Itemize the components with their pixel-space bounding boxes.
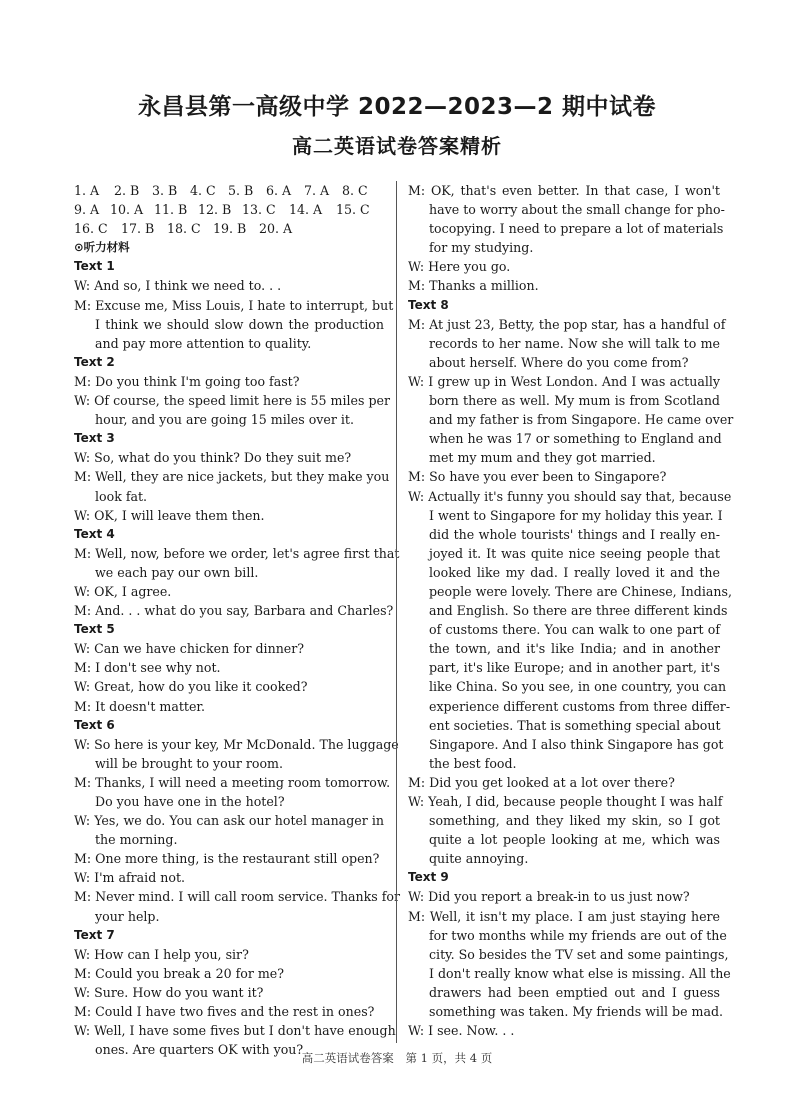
transcript-line: M: Thanks, I will need a meeting room tomorrow. [74,774,391,790]
answer-item: 18. C [167,221,201,237]
answer-item: 2. B [114,183,140,198]
answer-key [74,181,384,238]
transcript-line: looked like my dad. I really loved it and the [429,564,720,580]
footer-doc-name: 高二英语试卷答案 [301,1051,394,1065]
transcript-line: W: Actually it's funny you should say that, because [408,488,732,504]
page-subtitle: 高二英语试卷答案精析 [292,134,502,158]
transcript-line: W: OK, I agree. [74,583,172,599]
transcript-line: W: Great, how do you like it cooked? [74,679,308,695]
transcript-line: M: It doesn't matter. [74,698,206,714]
transcript-line: W: How can I help you, sir? [74,946,249,962]
transcript-line: W: And so, I think we need to. . . [74,278,282,294]
transcript-line: M: Do you think I'm going too fast? [74,373,300,389]
answer-item: 9. A [74,202,100,218]
transcript-line: M: So have you ever been to Singapore? [408,469,667,485]
page-title: 永昌县第一高级中学 2022—2023—2 期中试卷 [137,94,657,120]
footer-page-number: 第 1 页，共 4 页 [405,1051,493,1065]
transcript-line: when he was 17 or something to England and [429,431,722,447]
transcript-line: W: I grew up in West London. And I was actually [408,373,720,389]
transcript-line: W: OK, I will leave them then. [74,507,265,523]
answer-item: 16. C [74,221,108,237]
transcript-line: M: Never mind. I will call room service. Thanks for [74,889,401,905]
transcript-line: W: So, what do you think? Do they suit me? [74,450,352,466]
transcript-line: M: Excuse me, Miss Louis, I hate to interrupt, but [74,297,394,313]
answer-row [74,219,384,238]
transcript-line: M: Did you get looked at a lot over there? [408,774,675,790]
transcript-line: for two months while my friends are out of the [429,927,727,943]
column-divider [396,181,397,1043]
transcript-line: M: I don't see why not. [74,660,221,676]
transcript-line: the morning. [95,832,178,848]
transcript-line: M: Well, it isn't my place. I am just staying here [408,908,720,924]
transcript-line: W: I see. Now. . . [408,1023,515,1039]
transcript-line: W: Sure. How do you want it? [74,984,264,1000]
transcript-line: part, it's like Europe; and in another part, it's [429,660,720,676]
answer-item: 8. C [342,183,368,198]
transcript-line: W: Yeah, I did, because people thought I was half [408,794,723,809]
transcript-line: W: Of course, the speed limit here is 55 miles per [74,393,390,409]
transcript-right [408,181,734,1040]
transcript-line: drawers had been emptied out and I guess [429,984,720,1000]
text-heading: Text 5 [74,622,115,637]
transcript-line: for my studying. [429,240,534,256]
transcript-line: tocopying. I need to prepare a lot of materials [429,221,724,237]
transcript-line: M: Thanks a million. [408,278,539,294]
transcript-line: people were lovely. There are Chinese, Indians, [429,583,732,599]
transcript-line: ent societies. That is something special about [429,717,721,733]
transcript-line: we each pay our own bill. [95,564,259,580]
transcript-line: experience different customs from three differ- [429,698,731,714]
transcript-line: have to worry about the small change for pho- [429,202,725,218]
transcript-line: W: Can we have chicken for dinner? [74,641,305,657]
transcript-line: M: Well, now, before we order, let's agree first that [74,545,400,561]
text-heading: Text 7 [74,927,115,942]
answer-item: 15. C [336,202,370,218]
answer-item: 11. B [154,202,188,218]
transcript-line: something was taken. My friends will be mad. [429,1004,724,1020]
transcript-line: and pay more attention to quality. [95,335,312,351]
transcript-line: W: Yes, we do. You can ask our hotel manager in [74,813,384,829]
transcript-line: M: Well, they are nice jackets, but they make you [74,469,390,485]
answer-item: 4. C [190,183,216,198]
answer-item: 13. C [242,202,276,218]
transcript-line: M: Could you break a 20 for me? [74,965,285,981]
text-heading: Text 8 [408,297,449,312]
transcript-line: the best food. [429,755,517,771]
transcript-line: W: Here you go. [408,259,511,275]
right-column [408,181,734,1040]
transcript-line: quite a lot people looking at me, which was [429,832,720,848]
transcript-line: hour, and you are going 15 miles over it. [95,412,354,428]
transcript-line: W: Did you report a break-in to us just now? [408,889,690,905]
transcript-line: M: At just 23, Betty, the pop star, has a handful of [408,316,726,332]
transcript-line: M: And. . . what do you say, Barbara and Charles? [74,603,394,619]
transcript-left [74,257,401,1059]
transcript-line: M: Could I have two fives and the rest in ones? [74,1004,375,1020]
transcript-line: quite annoying. [429,851,529,867]
answer-item: 19. B [213,221,247,237]
transcript-line: like China. So you see, in one country, you can [429,679,727,695]
page-footer [0,1050,794,1066]
transcript-line: and English. So there are three different kinds [429,603,728,619]
answer-row [74,200,384,219]
answer-item: 5. B [228,183,254,198]
transcript-line: and my father is from Singapore. He came over [429,412,734,428]
transcript-line: look fat. [95,488,148,504]
answer-item: 10. A [110,202,144,218]
transcript-line: W: Well, I have some fives but I don't have enough [74,1023,396,1039]
transcript-line: ones. Are quarters OK with you? [95,1042,304,1058]
transcript-line: I don't really know what else is missing. All the [429,965,731,981]
text-heading: Text 6 [74,717,115,732]
answer-item: 6. A [266,183,292,198]
transcript-line: M: One more thing, is the restaurant still open? [74,851,380,867]
text-heading: Text 4 [74,526,115,541]
transcript-line: city. So besides the TV set and some paintings, [429,946,729,962]
transcript-line: will be brought to your room. [95,755,284,771]
transcript-line: M: OK, that's even better. In that case, I won't [408,183,720,198]
answer-item: 14. A [289,202,323,218]
transcript-line: W: So here is your key, Mr McDonald. The luggage [74,736,399,752]
transcript-line: did the whole tourists' things and I really en- [429,526,720,542]
transcript-line: something, and they liked my skin, so I got [429,813,720,829]
answer-item: 17. B [121,221,155,237]
transcript-line: records to her name. Now she will talk to me [429,335,720,351]
transcript-line: W: I'm afraid not. [74,870,186,886]
transcript-line: Do you have one in the hotel? [95,794,285,809]
answer-row [74,181,384,200]
text-heading: Text 3 [74,431,115,446]
answer-item: 12. B [198,202,232,218]
text-heading: Text 1 [74,259,115,274]
answer-item: 3. B [152,183,178,198]
answer-item: 7. A [304,183,330,198]
section-label: ⊙听力材料 [74,240,130,255]
transcript-line: about herself. Where do you come from? [429,354,689,370]
text-heading: Text 2 [74,354,115,369]
text-heading: Text 9 [408,870,449,885]
transcript-line: of customs there. You can walk to one part of [429,622,720,638]
transcript-line: met my mum and they got married. [429,450,656,466]
transcript-line: the town, and it's like India; and in another [429,641,720,657]
left-column [74,181,401,1059]
answer-item: 1. A [74,183,100,198]
transcript-line: I went to Singapore for my holiday this year. I [429,507,723,523]
transcript-line: your help. [95,908,160,924]
transcript-line: Singapore. And I also think Singapore has got [429,736,724,752]
answer-item: 20. A [259,221,293,237]
transcript-line: I think we should slow down the production [95,316,384,332]
transcript-line: born there as well. My mum is from Scotland [429,393,720,409]
transcript-line: joyed it. It was quite nice seeing people that [429,545,720,561]
